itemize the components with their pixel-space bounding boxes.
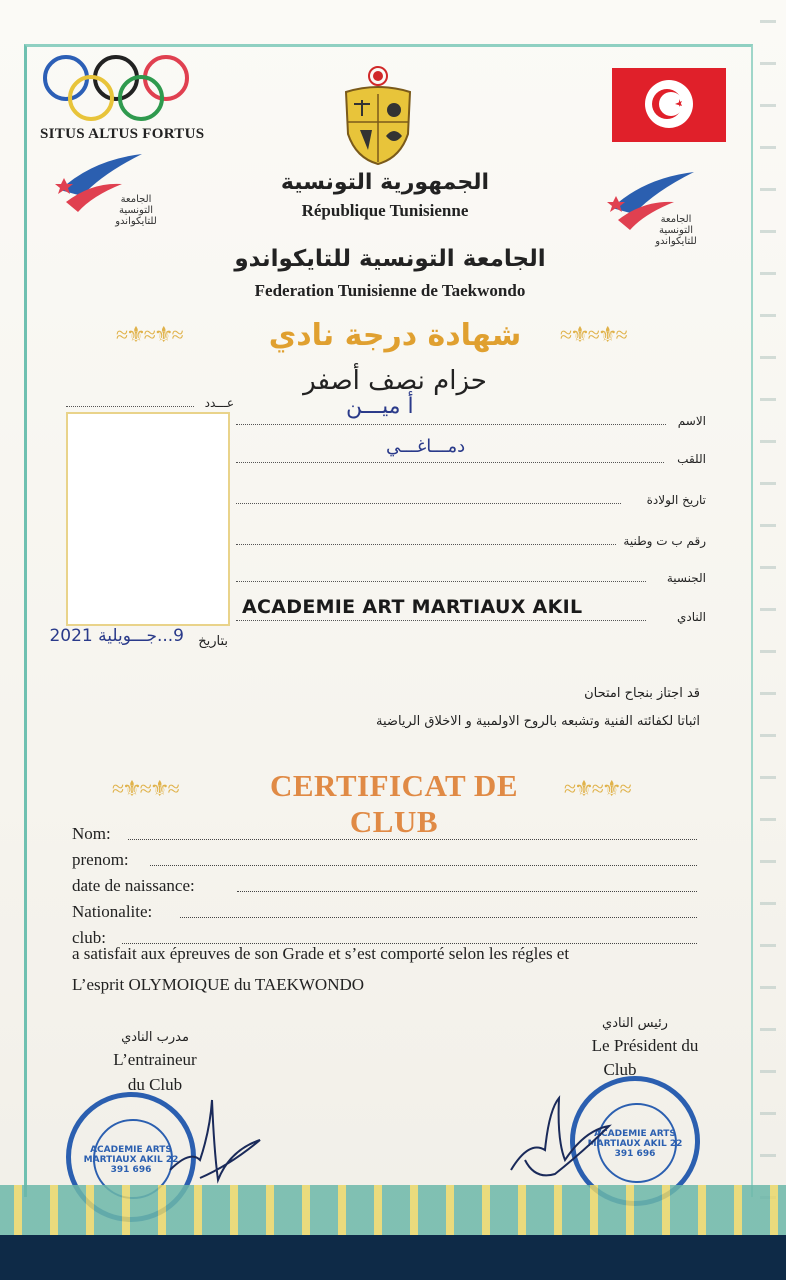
field-label: prenom: [72,850,129,869]
certificate-title-ar: شهادة درجة نادي [268,318,522,353]
field-label: رقم ب ت وطنية [623,534,706,548]
tunisia-flag [612,68,726,142]
field-surname-ar [236,436,706,466]
ornament-right: ≈⚜≈⚜≈ [560,322,626,347]
flag-disc [645,80,693,128]
certificate-title-fr: CERTIFICAT DE CLUB [269,768,518,839]
field-dots [236,424,666,425]
issue-date [0,626,228,656]
field-value-handwritten: دمـــاغـــي [386,436,466,457]
olympic-rings-logo [38,54,194,124]
field-dots [237,891,697,892]
president-signature [505,1090,615,1190]
field-label: الاسم [677,414,706,428]
field-value-handwritten: أ ميـــن [346,394,414,419]
club-name-stamp: ACADEMIE ART MARTIAUX AKIL [242,596,583,618]
field-dots [236,620,646,621]
president-label-fr-line1: Le Président du [591,1036,699,1055]
field-dots [150,865,697,866]
certificate-number [66,396,234,412]
president-label-ar: رئيس النادي [602,1016,668,1031]
field-id-ar [236,528,706,548]
field-label: النادي [676,610,706,624]
coach-label-fr-line1: L’entraineur [113,1050,197,1069]
field-label: club: [72,928,106,947]
federation-title-fr: Federation Tunisienne de Taekwondo [254,281,526,300]
president-label-fr-line2: Club [603,1060,637,1079]
stamp-text: ACADEMIE ARTS MARTIAUX AKIL 22 391 696 [587,1129,683,1159]
field-name-ar [236,394,706,428]
republic-title-ar: الجمهورية التونسية [280,170,490,195]
tunisia-coat-of-arms [340,64,416,168]
field-label: تاريخ الولادة [646,493,706,507]
field-label: Nationalite: [72,902,153,921]
background-surface [0,1235,786,1280]
field-dots [236,503,621,504]
republic-title-fr: République Tunisienne [301,201,469,220]
field-dots [180,917,697,918]
certificate-number-label: عـــدد [204,396,234,410]
olympic-spirit-text-fr-line1: a satisfait aux épreuves de son Grade et s’est comporté selon les régles et [72,944,570,963]
issue-date-label: بتاريخ [198,634,228,649]
decorative-bottom-band [0,1185,786,1235]
federation-title-ar: الجامعة التونسية للتايكواندو [234,246,546,272]
olympic-motto: SITUS ALTUS FORTUS [40,126,205,142]
field-nationality-ar [236,565,706,585]
field-dots [236,581,646,582]
olympic-spirit-text-ar: اثباتا لكفائته الفنية وتشبعه بالروح الاولمبية و الاخلاق الرياضية [376,714,700,729]
field-label: date de naissance: [72,876,195,895]
ornament-right: ≈⚜≈⚜≈ [564,776,630,801]
field-dots [236,462,664,463]
field-dots [128,839,697,840]
field-label: اللقب [677,452,706,466]
field-nationality-fr [72,900,697,922]
page-edge-texture [760,20,776,1200]
photo-box [66,412,230,626]
coach-signature [160,1090,270,1200]
field-dots [236,544,616,545]
field-label: الجنسية [666,571,706,585]
federation-logo-text: الجامعة التونسية للتايكواندو [655,214,697,247]
federation-logo-right [604,168,714,260]
ornament-left: ≈⚜≈⚜≈ [116,322,182,347]
field-label: Nom: [72,824,111,843]
ornament-left: ≈⚜≈⚜≈ [112,776,178,801]
federation-logo-left [52,150,162,242]
belt-grade: حزام نصف أصفر [303,366,487,396]
exam-passed-text: قد اجتاز بنجاح امتحان [584,686,700,701]
field-birthdate-fr [72,874,697,896]
field-nom-fr [72,822,697,844]
coach-label-fr-line2: du Club [127,1075,183,1094]
coach-label-ar: مدرب النادي [121,1030,189,1045]
olympic-spirit-text-fr-line2: L’esprit OLYMOIQUE du TAEKWONDO [72,975,365,994]
federation-logo-text: الجامعة التونسية للتايكواندو [115,194,157,227]
certificate-number-dots [66,406,194,407]
stamp-text: ACADEMIE ARTS MARTIAUX AKIL 22 391 696 [83,1145,179,1175]
issue-date-value: 9...جـــويلية 2021 [49,626,184,646]
field-birthdate-ar [236,487,706,507]
field-prenom-fr [72,848,697,870]
